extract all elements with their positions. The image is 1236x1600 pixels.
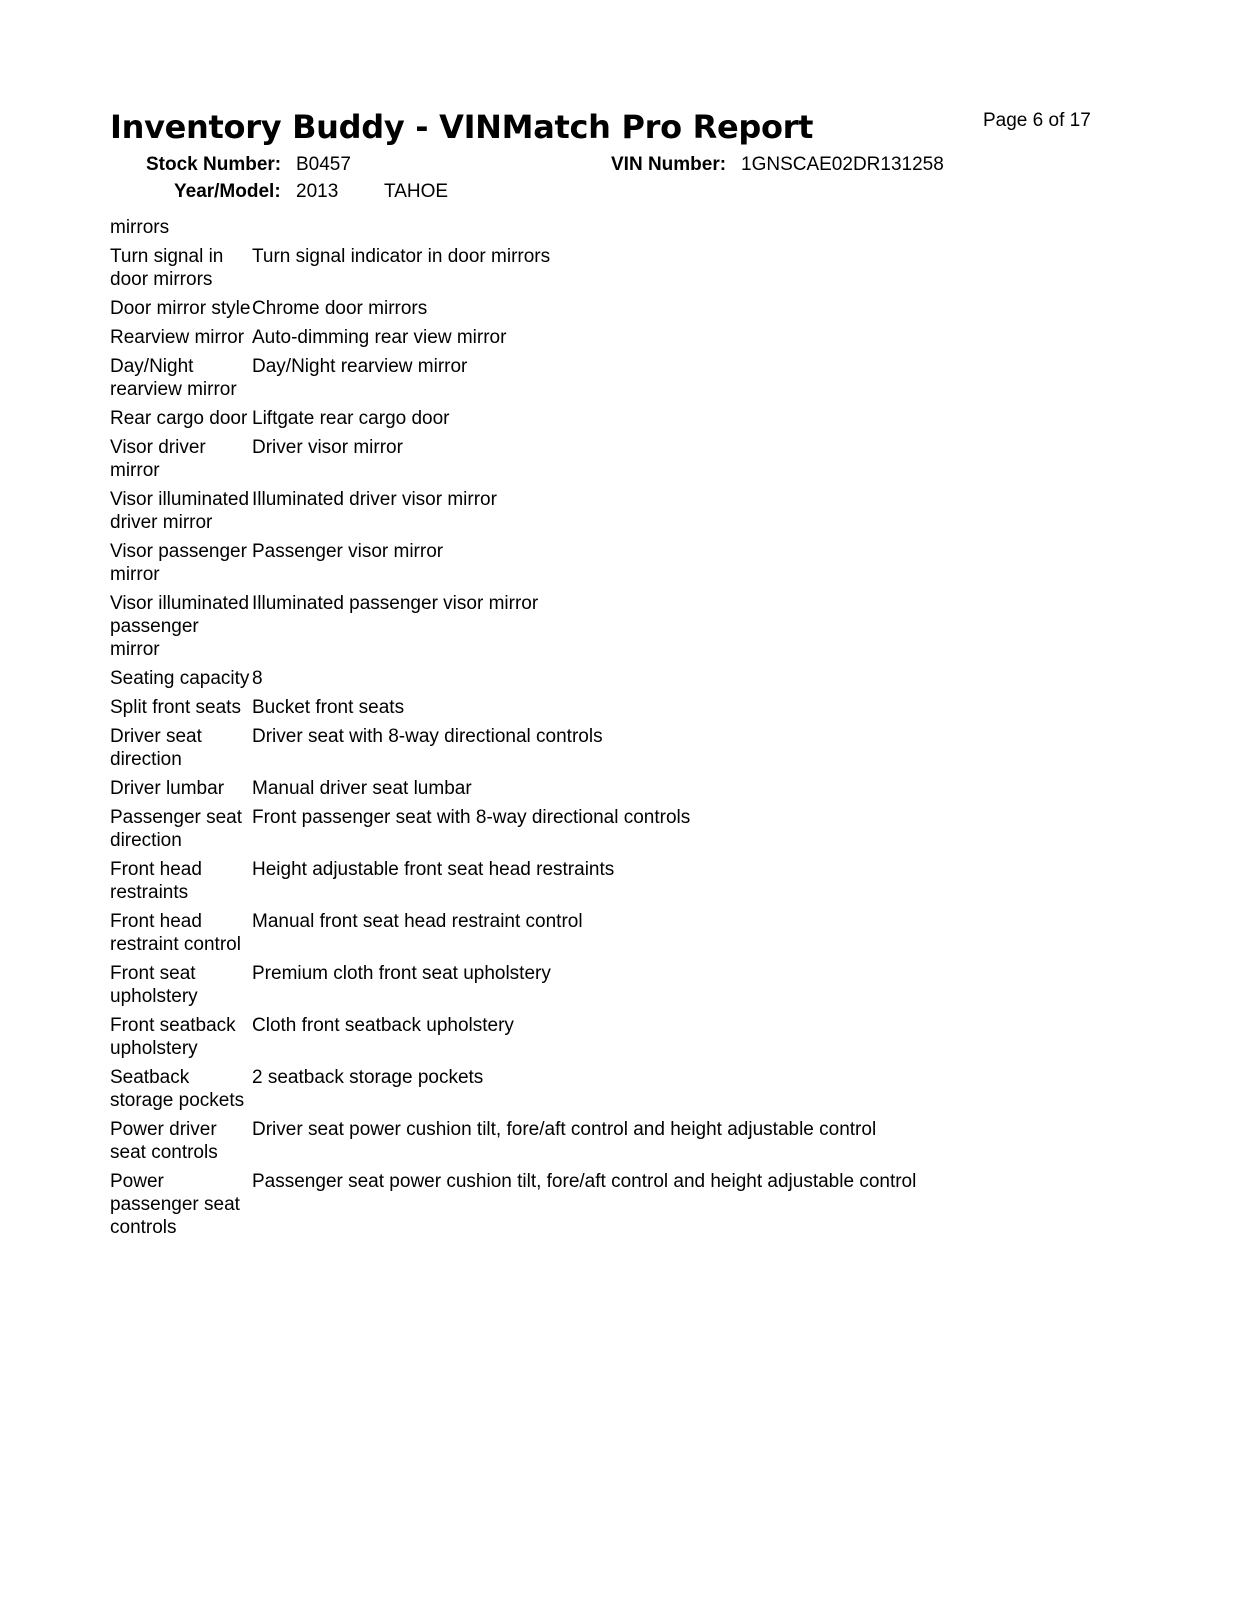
feature-term: Rearview mirror (110, 327, 245, 348)
feature-term: Split front seats (110, 697, 241, 718)
feature-row (110, 1170, 1010, 1239)
feature-row (110, 592, 1010, 661)
feature-term: Front seatback upholstery (110, 1015, 236, 1059)
feature-term: Seatback storage pockets (110, 1067, 245, 1111)
report-title: Inventory Buddy - VINMatch Pro Report (110, 108, 814, 146)
feature-row (110, 245, 1010, 291)
feature-value: Illuminated driver visor mirror (252, 489, 497, 510)
feature-row (110, 355, 1010, 401)
feature-term: Passenger seat direction (110, 807, 243, 851)
feature-value: Illuminated passenger visor mirror (252, 593, 539, 614)
feature-term: Seating capacity (110, 668, 250, 689)
feature-value: Manual front seat head restraint control (252, 911, 583, 932)
feature-value: Cloth front seatback upholstery (252, 1015, 514, 1036)
feature-value: Liftgate rear cargo door (252, 408, 450, 429)
continued-row (110, 216, 1010, 239)
feature-row (110, 540, 1010, 586)
feature-row (110, 962, 1010, 1008)
feature-row (110, 488, 1010, 534)
vin-number-value: 1GNSCAE02DR131258 (741, 154, 944, 175)
feature-row (110, 910, 1010, 956)
year-model-label: Year/Model: (174, 181, 281, 202)
continued-text: mirrors (110, 217, 170, 238)
feature-row (110, 326, 1010, 349)
feature-row (110, 696, 1010, 719)
feature-value: Driver seat with 8-way directional controls (252, 726, 603, 747)
feature-value: Bucket front seats (252, 697, 405, 718)
feature-term: Driver seat direction (110, 726, 202, 770)
feature-term: Door mirror style (110, 298, 251, 319)
feature-row (110, 407, 1010, 430)
feature-row (110, 725, 1010, 771)
feature-value: 2 seatback storage pockets (252, 1067, 484, 1088)
page-number: Page 6 of 17 (983, 110, 1091, 131)
feature-term: Visor illuminated passenger mirror (110, 593, 250, 660)
feature-term: Front head restraint control (110, 911, 241, 955)
feature-value: Height adjustable front seat head restraints (252, 859, 615, 880)
feature-term: Driver lumbar (110, 778, 225, 799)
feature-value: Chrome door mirrors (252, 298, 428, 319)
feature-value: Manual driver seat lumbar (252, 778, 472, 799)
feature-term: Power passenger seat controls (110, 1171, 240, 1238)
feature-term: Day/Night rearview mirror (110, 356, 237, 400)
year-value: 2013 (296, 181, 339, 202)
feature-term: Turn signal in door mirrors (110, 246, 224, 290)
feature-row (110, 1118, 1010, 1164)
feature-value: Day/Night rearview mirror (252, 356, 468, 377)
feature-row (110, 667, 1010, 690)
feature-row (110, 297, 1010, 320)
feature-term: Rear cargo door (110, 408, 248, 429)
vin-number-label: VIN Number: (611, 154, 727, 175)
stock-number-label: Stock Number: (146, 154, 282, 175)
feature-row (110, 806, 1010, 852)
feature-rows (110, 245, 1010, 1239)
feature-list (110, 216, 1010, 1245)
feature-value: Driver visor mirror (252, 437, 403, 458)
feature-term: Visor illuminated driver mirror (110, 489, 250, 533)
feature-value: Driver seat power cushion tilt, fore/aft control and height adjustable control (252, 1119, 877, 1140)
feature-value: Passenger seat power cushion tilt, fore/aft control and height adjustable control (252, 1171, 917, 1192)
feature-value: Auto-dimming rear view mirror (252, 327, 507, 348)
feature-value: Turn signal indicator in door mirrors (252, 246, 551, 267)
feature-row (110, 1066, 1010, 1112)
feature-term: Front seat upholstery (110, 963, 198, 1007)
feature-term: Visor passenger mirror (110, 541, 247, 585)
feature-term: Power driver seat controls (110, 1119, 218, 1163)
feature-term: Front head restraints (110, 859, 202, 903)
feature-row (110, 1014, 1010, 1060)
feature-row (110, 777, 1010, 800)
feature-value: Passenger visor mirror (252, 541, 444, 562)
feature-term: Visor driver mirror (110, 437, 206, 481)
feature-value: Front passenger seat with 8-way directional controls (252, 807, 691, 828)
feature-value: 8 (252, 668, 263, 689)
stock-number-value: B0457 (296, 154, 351, 175)
feature-row (110, 436, 1010, 482)
feature-row (110, 858, 1010, 904)
model-value: TAHOE (384, 181, 449, 202)
feature-value: Premium cloth front seat upholstery (252, 963, 551, 984)
